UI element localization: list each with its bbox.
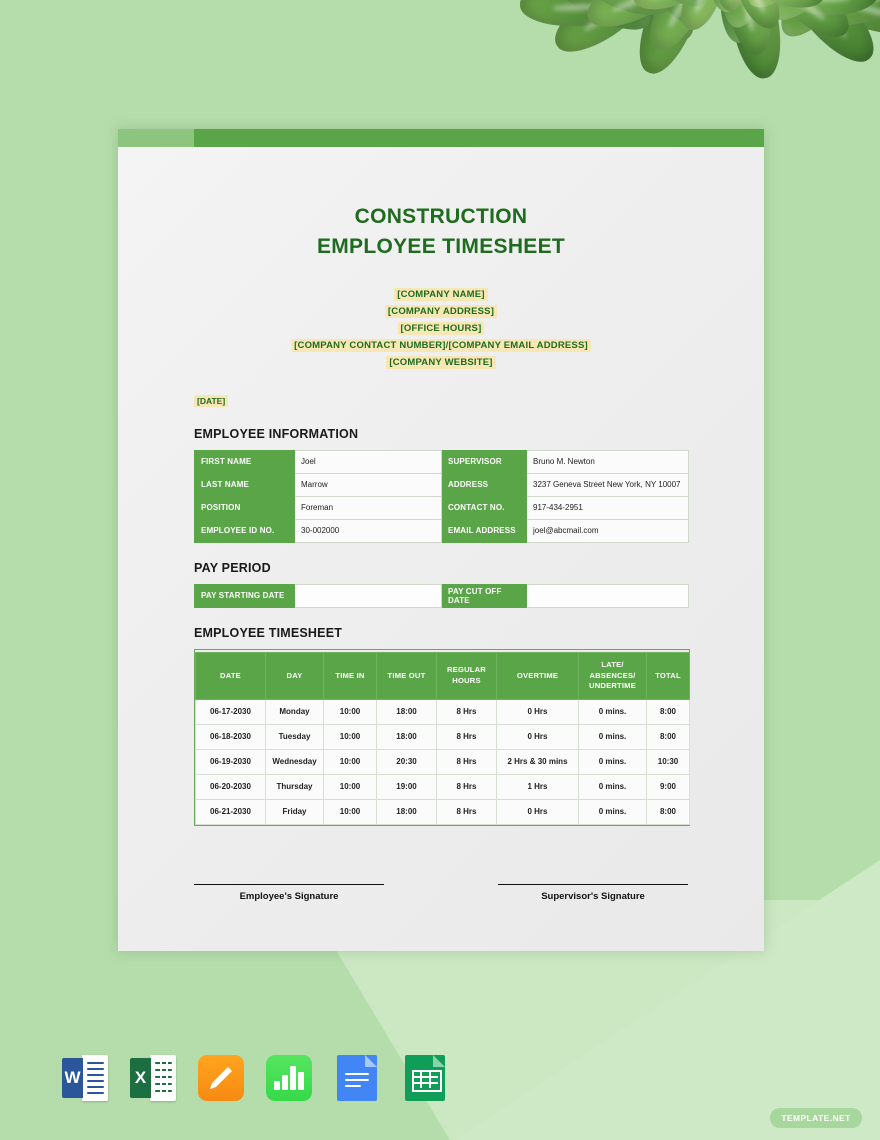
date-field [194, 391, 764, 409]
cell-regular-hours[interactable]: 8 Hrs [437, 774, 497, 799]
cell-date[interactable]: 06-17-2030 [196, 699, 266, 724]
app-format-icons [62, 1055, 448, 1101]
table-row [196, 749, 690, 774]
cell-day[interactable]: Friday [266, 799, 324, 824]
employee-timesheet-heading: EMPLOYEE TIMESHEET [194, 625, 343, 640]
cell-overtime[interactable]: 0 Hrs [497, 724, 579, 749]
table-row [195, 519, 689, 542]
company-office-hours: [OFFICE HOURS] [398, 322, 485, 335]
employee-signature-label: Employee's Signature [239, 890, 339, 902]
employee-information-heading: EMPLOYEE INFORMATION [194, 426, 359, 441]
cell-time-out[interactable]: 18:00 [377, 699, 437, 724]
info-label: LAST NAME [195, 473, 295, 496]
company-address: [COMPANY ADDRESS] [385, 305, 497, 318]
info-value[interactable]: joel@abcmail.com [527, 519, 689, 542]
apple-pages-icon[interactable] [198, 1055, 244, 1101]
title-line-2: EMPLOYEE TIMESHEET [316, 234, 566, 258]
info-label: SUPERVISOR [442, 450, 527, 473]
info-value[interactable]: Bruno M. Newton [527, 450, 689, 473]
info-value[interactable]: Foreman [295, 496, 442, 519]
template-net-watermark [770, 1108, 862, 1128]
word-letter: W [64, 1068, 81, 1087]
document-top-bar-accent [118, 129, 194, 147]
table-row [195, 584, 689, 607]
cell-date[interactable]: 06-19-2030 [196, 749, 266, 774]
cell-regular-hours[interactable]: 8 Hrs [437, 749, 497, 774]
company-contact: [COMPANY CONTACT NUMBER]/[COMPANY EMAIL ADDRESS] [291, 339, 591, 352]
cell-day[interactable]: Thursday [266, 774, 324, 799]
signature-line [498, 884, 688, 885]
table-row [196, 724, 690, 749]
apple-numbers-icon[interactable] [266, 1055, 312, 1101]
table-row [196, 799, 690, 824]
info-label: FIRST NAME [195, 450, 295, 473]
cell-late[interactable]: 0 mins. [579, 699, 647, 724]
pay-starting-date-label: PAY STARTING DATE [195, 584, 295, 607]
signature-row [194, 884, 688, 902]
cell-time-out[interactable]: 18:00 [377, 799, 437, 824]
cell-total[interactable]: 8:00 [647, 699, 690, 724]
table-row [196, 774, 690, 799]
cell-late[interactable]: 0 mins. [579, 724, 647, 749]
table-row [195, 496, 689, 519]
supervisor-signature-label: Supervisor's Signature [541, 890, 645, 902]
cell-total[interactable]: 9:00 [647, 774, 690, 799]
table-row [196, 699, 690, 724]
cell-total[interactable]: 8:00 [647, 799, 690, 824]
cell-day[interactable]: Wednesday [266, 749, 324, 774]
google-sheets-icon[interactable] [402, 1055, 448, 1101]
timesheet-header-row [196, 652, 690, 699]
company-name: [COMPANY NAME] [394, 288, 487, 301]
column-header-day: DAY [266, 652, 324, 699]
timesheet-document [118, 129, 764, 951]
cell-regular-hours[interactable]: 8 Hrs [437, 724, 497, 749]
pay-cutoff-date-label: PAY CUT OFF DATE [442, 584, 527, 607]
cell-time-out[interactable]: 20:30 [377, 749, 437, 774]
column-header-late-absences-undertime: LATE/ ABSENCES/ UNDERTIME [579, 652, 647, 699]
info-label: POSITION [195, 496, 295, 519]
info-label: EMAIL ADDRESS [442, 519, 527, 542]
info-value[interactable]: Marrow [295, 473, 442, 496]
company-website: [COMPANY WEBSITE] [386, 356, 495, 369]
signature-line [194, 884, 384, 885]
cell-overtime[interactable]: 2 Hrs & 30 mins [497, 749, 579, 774]
cell-date[interactable]: 06-21-2030 [196, 799, 266, 824]
column-header-time-out: TIME OUT [377, 652, 437, 699]
info-label: CONTACT NO. [442, 496, 527, 519]
cell-overtime[interactable]: 0 Hrs [497, 799, 579, 824]
cell-total[interactable]: 8:00 [647, 724, 690, 749]
column-header-total: TOTAL [647, 652, 690, 699]
table-row [195, 450, 689, 473]
timesheet-table [195, 652, 690, 825]
cell-date[interactable]: 06-18-2030 [196, 724, 266, 749]
cell-regular-hours[interactable]: 8 Hrs [437, 699, 497, 724]
cell-time-in[interactable]: 10:00 [324, 749, 377, 774]
cell-late[interactable]: 0 mins. [579, 774, 647, 799]
supervisor-signature-block [498, 884, 688, 902]
watermark-text: TEMPLATE.NET [781, 1113, 851, 1123]
document-top-bar [118, 129, 764, 147]
info-value[interactable]: 917-434-2951 [527, 496, 689, 519]
microsoft-excel-icon[interactable] [130, 1055, 176, 1101]
pay-period-heading: PAY PERIOD [194, 560, 271, 575]
microsoft-word-icon[interactable] [62, 1055, 108, 1101]
table-row [195, 473, 689, 496]
employee-information-table [194, 450, 689, 543]
cell-day[interactable]: Monday [266, 699, 324, 724]
cell-time-in[interactable]: 10:00 [324, 799, 377, 824]
page-title [118, 202, 764, 262]
cell-total[interactable]: 10:30 [647, 749, 690, 774]
company-details [118, 288, 764, 369]
cell-time-in[interactable]: 10:00 [324, 774, 377, 799]
info-value[interactable]: 30-002000 [295, 519, 442, 542]
employee-signature-block [194, 884, 384, 902]
excel-letter: X [134, 1068, 147, 1087]
cell-date[interactable]: 06-20-2030 [196, 774, 266, 799]
timesheet-table-wrapper [194, 649, 690, 826]
column-header-time-in: TIME IN [324, 652, 377, 699]
cell-time-in[interactable]: 10:00 [324, 724, 377, 749]
cell-day[interactable]: Tuesday [266, 724, 324, 749]
pay-starting-date-input[interactable] [295, 584, 442, 607]
pay-period-table [194, 584, 689, 608]
info-value[interactable]: 3237 Geneva Street New York, NY 10007 [527, 473, 689, 496]
cell-overtime[interactable]: 0 Hrs [497, 699, 579, 724]
google-docs-icon[interactable] [334, 1055, 380, 1101]
title-line-1: CONSTRUCTION [354, 205, 528, 228]
cell-time-out[interactable]: 18:00 [377, 724, 437, 749]
cell-time-out[interactable]: 19:00 [377, 774, 437, 799]
column-header-date: DATE [196, 652, 266, 699]
cell-regular-hours[interactable]: 8 Hrs [437, 799, 497, 824]
pay-cutoff-date-input[interactable] [527, 584, 689, 607]
cell-late[interactable]: 0 mins. [579, 799, 647, 824]
column-header-overtime: OVERTIME [497, 652, 579, 699]
cell-time-in[interactable]: 10:00 [324, 699, 377, 724]
column-header-regular-hours: REGULAR HOURS [437, 652, 497, 699]
cell-late[interactable]: 0 mins. [579, 749, 647, 774]
info-label: EMPLOYEE ID NO. [195, 519, 295, 542]
info-value[interactable]: Joel [295, 450, 442, 473]
pencil-icon [207, 1064, 235, 1092]
cell-overtime[interactable]: 1 Hrs [497, 774, 579, 799]
date-placeholder: [DATE] [194, 395, 228, 407]
info-label: ADDRESS [442, 473, 527, 496]
